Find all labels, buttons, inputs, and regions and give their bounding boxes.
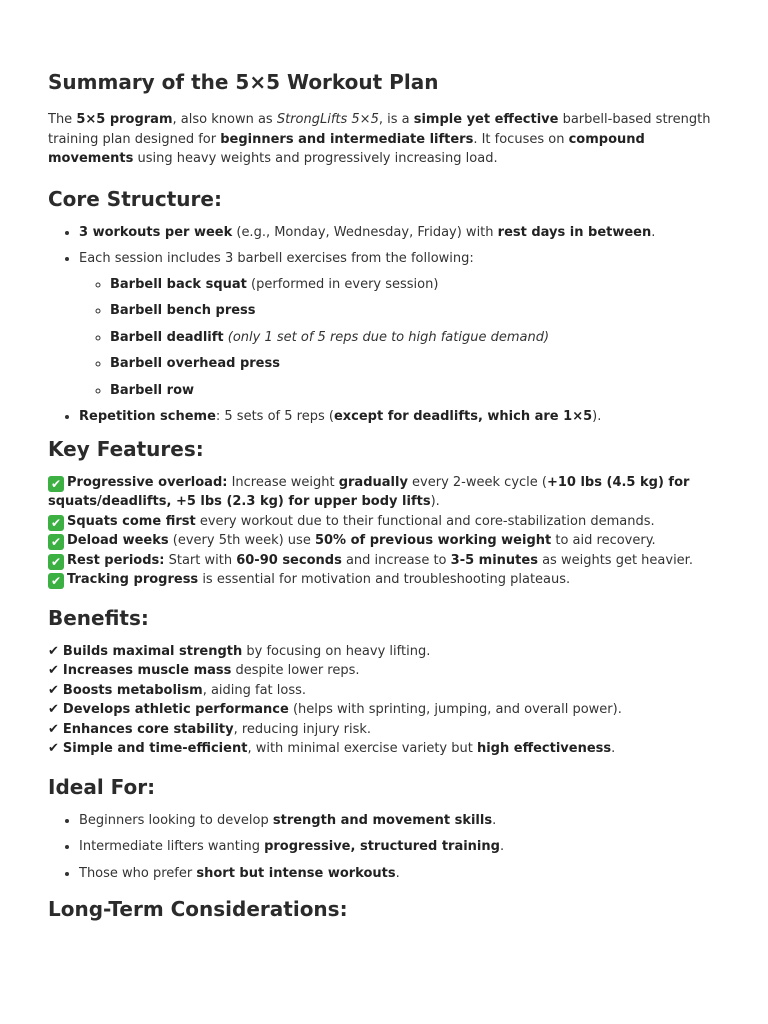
- sublist-item: [110, 381, 720, 401]
- list-item: [79, 223, 720, 243]
- item-text: .: [499, 839, 505, 854]
- check-mark-icon: ✔: [48, 702, 59, 717]
- sublist-item: [110, 301, 720, 321]
- item-bold: 3 workouts per week: [79, 224, 233, 240]
- feature-bold: Squats come first: [67, 513, 196, 529]
- feature-text: is essential for motivation and troubleshooting plateaus.: [198, 572, 571, 587]
- intro-bold: simple yet effective: [413, 112, 559, 127]
- intro-text: . It focuses on: [473, 131, 569, 147]
- feature-bold: 50% of previous working weight: [314, 533, 552, 548]
- intro-text: The: [48, 112, 77, 127]
- list-item: [79, 407, 720, 427]
- benefit-text: , reducing injury risk.: [233, 721, 372, 737]
- sublist-item: [110, 328, 720, 348]
- benefit-text: by focusing on heavy lifting.: [242, 643, 431, 659]
- intro-text: , is a: [378, 112, 414, 127]
- item-text: .: [492, 812, 497, 828]
- benefit-text: , with minimal exercise variety but: [247, 741, 477, 756]
- item-bold: rest days in between: [497, 224, 652, 240]
- check-mark-icon: ✔: [48, 515, 64, 531]
- exercise-name: Barbell deadlift: [110, 329, 224, 345]
- benefit-bold: Builds maximal strength: [62, 643, 243, 659]
- check-mark-icon: ✔: [48, 573, 64, 589]
- core-structure-list: [48, 223, 720, 427]
- benefit-line: [48, 700, 720, 720]
- benefit-text: (helps with sprinting, jumping, and overall power).: [288, 702, 622, 717]
- benefit-line: [48, 720, 720, 740]
- list-item: [79, 864, 720, 884]
- item-text: Each session includes 3 barbell exercises from the following:: [79, 251, 474, 266]
- feature-text: and increase to: [341, 552, 451, 568]
- benefit-text: despite lower reps.: [231, 663, 360, 678]
- exercise-name: Barbell row: [110, 382, 195, 398]
- sublist-item: [110, 354, 720, 374]
- benefit-bold: Simple and time-efficient: [62, 741, 248, 756]
- feature-text: (every 5th week) use: [168, 533, 315, 548]
- feature-bold: 3-5 minutes: [450, 552, 538, 568]
- exercise-name: Barbell bench press: [110, 303, 256, 318]
- benefit-line: [48, 661, 720, 681]
- section-heading-core-structure: Core Structure:: [48, 186, 222, 211]
- key-features-block: [48, 473, 720, 590]
- benefit-line: [48, 739, 720, 759]
- benefit-bold: Enhances core stability: [62, 721, 234, 737]
- item-bold: Repetition scheme: [79, 409, 216, 424]
- check-mark-icon: ✔: [48, 721, 59, 737]
- exercise-name: Barbell back squat: [110, 276, 247, 292]
- check-mark-icon: ✔: [48, 741, 59, 756]
- intro-bold: beginners and intermediate lifters: [220, 131, 474, 147]
- feature-text: every 2-week cycle (: [407, 474, 547, 490]
- check-mark-icon: ✔: [48, 476, 64, 492]
- feature-bold: Tracking progress: [67, 572, 199, 587]
- feature-line: [48, 531, 720, 551]
- benefit-text: , aiding fat loss.: [202, 682, 307, 698]
- item-bold: except for deadlifts, which are 1×5: [333, 409, 593, 424]
- intro-italic: StrongLifts 5×5: [276, 112, 379, 127]
- exercise-italic-note: (only 1 set of 5 reps due to high fatigue demand): [227, 329, 550, 345]
- feature-text: Start with: [164, 552, 237, 568]
- feature-text: every workout due to their functional and core-stabilization demands.: [195, 513, 655, 529]
- intro-text: , also known as: [172, 112, 277, 127]
- feature-text: to aid recovery.: [551, 533, 656, 548]
- item-text: ).: [592, 409, 602, 424]
- list-item: [79, 811, 720, 831]
- exercise-note: (performed in every session): [246, 276, 439, 292]
- benefit-bold: Boosts metabolism: [62, 682, 203, 698]
- item-text: Beginners looking to develop: [79, 812, 273, 828]
- item-text: Intermediate lifters wanting: [79, 839, 265, 854]
- feature-bold: +10 lbs (4.5 kg) for squats/deadlifts, +5 lbs (2.3 kg) for upper body lifts: [48, 474, 690, 509]
- list-item: [79, 837, 720, 857]
- sublist-item: [110, 275, 720, 295]
- section-heading-key-features: Key Features:: [48, 436, 204, 461]
- feature-bold: gradually: [338, 474, 408, 490]
- exercise-name: Barbell overhead press: [110, 356, 280, 371]
- benefit-line: [48, 681, 720, 701]
- check-mark-icon: ✔: [48, 554, 64, 570]
- feature-line: [48, 473, 720, 512]
- check-mark-icon: ✔: [48, 534, 64, 550]
- check-mark-icon: ✔: [48, 643, 59, 659]
- benefit-bold: Develops athletic performance: [62, 702, 289, 717]
- item-text: .: [651, 224, 656, 240]
- check-mark-icon: ✔: [48, 682, 59, 698]
- item-bold: progressive, structured training: [264, 839, 500, 854]
- item-text: Those who prefer: [79, 865, 197, 881]
- intro-paragraph: [48, 110, 720, 169]
- feature-bold: 60-90 seconds: [236, 552, 342, 568]
- feature-text: ).: [430, 494, 440, 509]
- intro-text: using heavy weights and progressively increasing load.: [133, 151, 498, 166]
- benefit-bold: high effectiveness: [476, 741, 612, 756]
- check-mark-icon: ✔: [48, 663, 59, 678]
- feature-line: [48, 551, 720, 571]
- section-heading-ideal-for: Ideal For:: [48, 774, 156, 799]
- feature-line: [48, 512, 720, 532]
- intro-bold: 5×5 program: [76, 112, 173, 127]
- exercise-sublist: [79, 275, 720, 401]
- item-bold: strength and movement skills: [272, 812, 493, 828]
- section-heading-benefits: Benefits:: [48, 605, 149, 630]
- intro-bold: compound movements: [48, 131, 645, 166]
- feature-bold: Deload weeks: [67, 533, 169, 548]
- item-bold: short but intense workouts: [196, 865, 396, 881]
- list-item: [79, 249, 720, 400]
- ideal-for-list: [48, 811, 720, 884]
- item-text: .: [395, 865, 400, 881]
- item-text: : 5 sets of 5 reps (: [215, 409, 334, 424]
- feature-line: [48, 570, 720, 590]
- feature-text: as weights get heavier.: [537, 552, 693, 568]
- benefits-block: [48, 642, 720, 759]
- benefit-text: .: [611, 741, 616, 756]
- benefit-bold: Increases muscle mass: [62, 663, 232, 678]
- page-title: Summary of the 5×5 Workout Plan: [48, 70, 439, 94]
- feature-bold: Rest periods:: [67, 552, 165, 568]
- feature-bold: Progressive overload:: [67, 474, 228, 490]
- item-text: (e.g., Monday, Wednesday, Friday) with: [232, 224, 498, 240]
- feature-text: Increase weight: [227, 474, 339, 490]
- intro-text: barbell-based strength training plan designed for: [48, 112, 711, 147]
- benefit-line: [48, 642, 720, 662]
- section-heading-long-term: Long-Term Considerations:: [48, 897, 348, 921]
